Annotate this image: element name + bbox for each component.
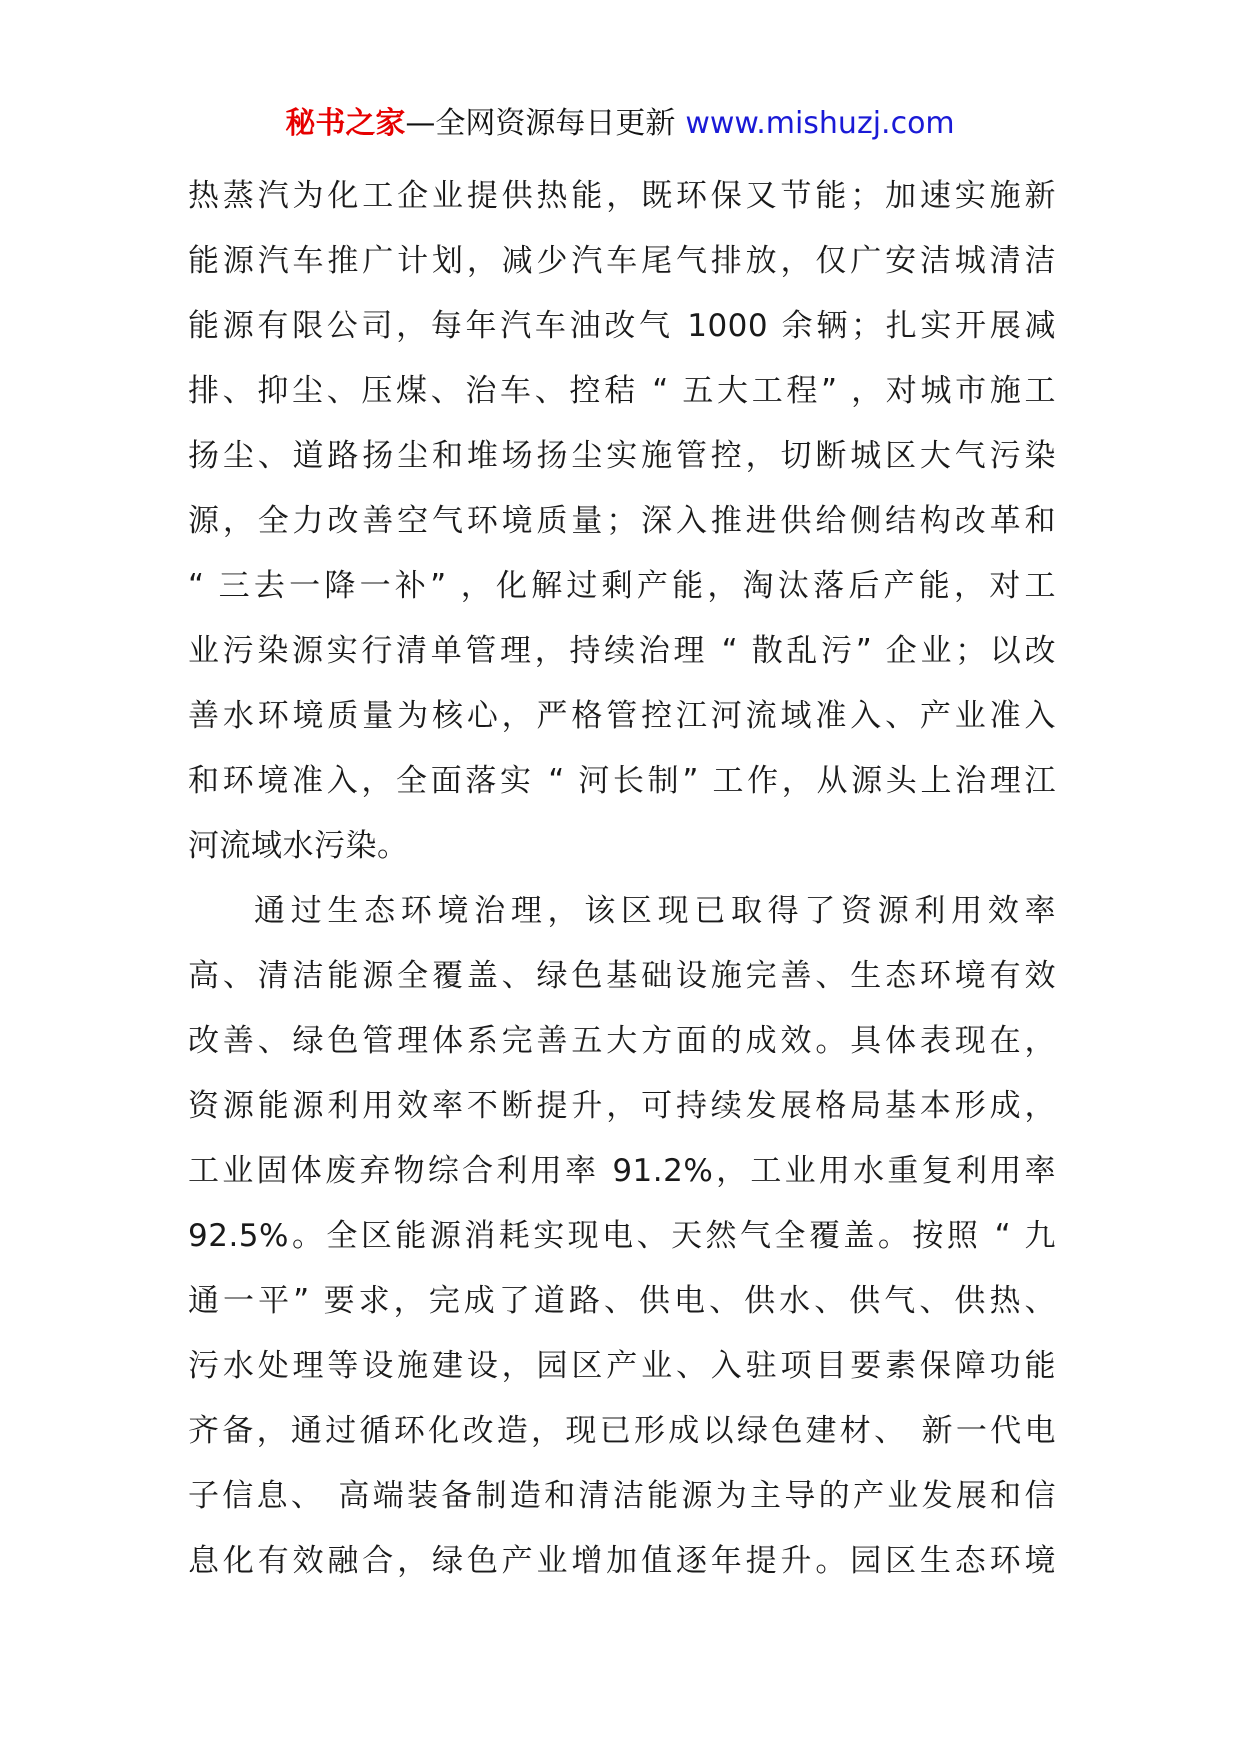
site-url-link[interactable]: www.mishuzj.com <box>685 106 955 141</box>
site-header <box>0 104 1240 144</box>
text-line: 工业固体废弃物综合利用率 91.2%，工业用水重复利用率 <box>188 1153 1056 1189</box>
header-tagline: —全网资源每日更新 <box>405 106 676 141</box>
text-line: 通一平” 要求，完成了道路、供电、供水、供气、供热、 <box>188 1283 1056 1319</box>
text-line: 业污染源实行清单管理，持续治理 “ 散乱污” 企业；以改 <box>188 633 1056 669</box>
text-line: 热蒸汽为化工企业提供热能，既环保又节能；加速实施新 <box>188 178 1056 214</box>
text-line: “ 三去一降一补” ，化解过剩产能，淘汰落后产能，对工 <box>188 568 1056 604</box>
text-line: 善水环境质量为核心，严格管控江河流域准入、产业准入 <box>188 698 1056 734</box>
paragraph-end-line: 河流域水污染。 <box>188 828 409 864</box>
text-line: 和环境准入，全面落实 “ 河长制” 工作，从源头上治理江 <box>188 763 1056 799</box>
text-line: 改善、绿色管理体系完善五大方面的成效。具体表现在， <box>188 1023 1056 1059</box>
text-line: 92.5%。全区能源消耗实现电、天然气全覆盖。按照 “ 九 <box>188 1218 1056 1254</box>
text-line: 资源能源利用效率不断提升，可持续发展格局基本形成， <box>188 1088 1056 1124</box>
document-body <box>188 164 1056 1594</box>
text-line: 高、清洁能源全覆盖、绿色基础设施完善、生态环境有效 <box>188 958 1056 994</box>
paragraph-start-line: 通过生态环境治理，该区现已取得了资源利用效率 <box>254 893 1056 929</box>
text-line: 子信息、 高端装备制造和清洁能源为主导的产业发展和信 <box>188 1478 1056 1514</box>
text-line: 能源汽车推广计划，减少汽车尾气排放，仅广安洁城清洁 <box>188 243 1056 279</box>
text-line: 齐备，通过循环化改造，现已形成以绿色建材、 新一代电 <box>188 1413 1056 1449</box>
text-line: 能源有限公司，每年汽车油改气 1000 余辆；扎实开展减 <box>188 308 1056 344</box>
text-line: 污水处理等设施建设，园区产业、入驻项目要素保障功能 <box>188 1348 1056 1384</box>
brand-name: 秘书之家 <box>285 106 406 141</box>
text-line: 扬尘、道路扬尘和堆场扬尘实施管控，切断城区大气污染 <box>188 438 1056 474</box>
text-line: 排、抑尘、压煤、治车、控秸 “ 五大工程” ，对城市施工 <box>188 373 1056 409</box>
text-line: 息化有效融合，绿色产业增加值逐年提升。园区生态环境 <box>188 1543 1056 1579</box>
text-line: 源，全力改善空气环境质量；深入推进供给侧结构改革和 <box>188 503 1056 539</box>
